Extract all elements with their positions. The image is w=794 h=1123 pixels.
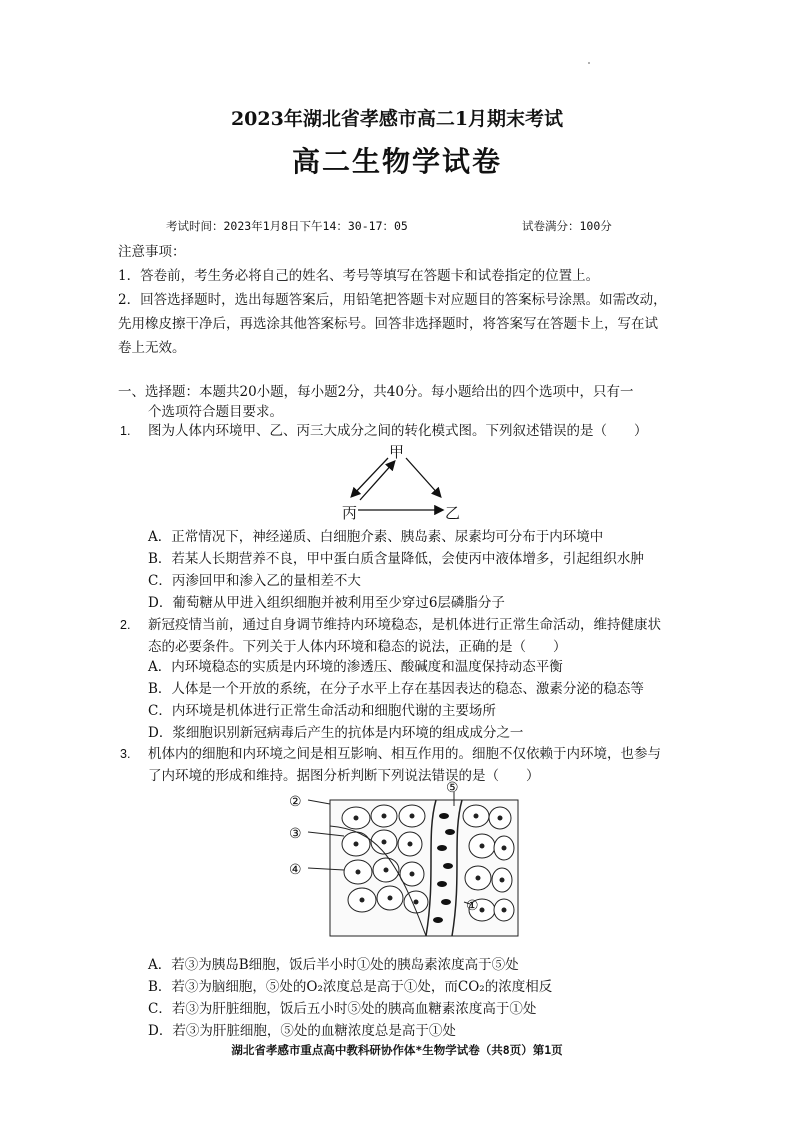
question-1-number: 1.: [120, 424, 131, 438]
notes-heading: 注意事项：: [118, 244, 186, 260]
question-3-option-a: A．若③为胰岛B细胞，饭后半小时①处的胰岛素浓度高于⑤处: [148, 957, 519, 973]
diagram-label-jia: 甲: [389, 443, 405, 461]
notes-item-1: 1．答卷前，考生务必将自己的姓名、考号等填写在答题卡和试卷指定的位置上。: [118, 268, 600, 284]
tissue-figure-svg: [286, 786, 522, 942]
question-3-option-d: D．若③为肝脏细胞，⑤处的血糖浓度总是高于①处: [148, 1023, 456, 1039]
question-2-option-c: C．内环境是机体进行正常生命活动和细胞代谢的主要场所: [148, 703, 496, 719]
notes-item-2-line-1: 2．回答选择题时，选出每题答案后，用铅笔把答题卡对应题目的答案标号涂黑。如需改动，: [118, 292, 667, 308]
question-3-number: 3.: [120, 747, 131, 761]
question-2-number: 2.: [120, 618, 131, 632]
section-1-instructions-line-1: 一、选择题：本题共20小题，每小题2分，共40分。每小题给出的四个选项中，只有一: [118, 384, 634, 400]
question-3-option-c: C．若③为肝脏细胞，饭后五小时⑤处的胰高血糖素浓度高于①处: [148, 1001, 537, 1017]
diagram-label-bing: 丙: [342, 504, 358, 522]
question-1-option-c: C．丙渗回甲和渗入乙的量相差不大: [148, 573, 361, 589]
question-2-option-a: A．内环境稳态的实质是内环境的渗透压、酸碱度和温度保持动态平衡: [148, 659, 563, 675]
full-score: 试卷满分：100分: [522, 219, 612, 233]
question-3-stem-line-2: 了内环境的形成和维持。据图分析判断下列说法错误的是（ ）: [148, 768, 540, 784]
figure-label-4: ④: [289, 862, 302, 878]
page-footer: 湖北省孝感市重点高中教科研协作体*生物学试卷（共8页）第1页: [231, 1043, 563, 1057]
figure-label-2: ②: [289, 794, 302, 810]
notes-item-2-line-3: 卷上无效。: [118, 340, 186, 356]
section-1-instructions-line-2: 个选项符合题目要求。: [148, 404, 283, 420]
arrow-jia-to-bing: [352, 458, 388, 496]
figure-label-3: ③: [289, 826, 302, 842]
figure-label-1: ①: [466, 898, 479, 914]
question-3-stem-line-1: 机体内的细胞和内环境之间是相互影响、相互作用的。细胞不仅依赖于内环境，也参与: [148, 746, 661, 762]
question-1-stem: 图为人体内环境甲、乙、丙三大成分之间的转化模式图。下列叙述错误的是（ ）: [148, 423, 648, 439]
arrow-jia-to-yi: [406, 458, 440, 496]
question-3-option-b: B．若③为脑细胞，⑤处的O₂浓度总是高于①处，而CO₂的浓度相反: [148, 979, 553, 995]
question-2-stem-line-1: 新冠疫情当前，通过自身调节维持内环境稳态，是机体进行正常生命活动，维持健康状: [148, 617, 661, 633]
notes-item-2-line-2: 先用橡皮擦干净后，再选涂其他答案标号。回答非选择题时，将答案写在答题卡上，写在试: [118, 316, 658, 332]
question-2-stem-line-2: 态的必要条件。下列关于人体内环境和稳态的说法，正确的是（ ）: [148, 639, 567, 655]
question-1-option-a: A．正常情况下，神经递质、白细胞介素、胰岛素、尿素均可分布于内环境中: [148, 529, 604, 545]
arrow-bing-to-jia: [360, 462, 394, 500]
question-2-option-d: D．浆细胞识别新冠病毒后产生的抗体是内环境的组成成分之一: [148, 725, 524, 741]
figure-label-5: ⑤: [446, 780, 459, 796]
scan-speck: [588, 62, 590, 64]
diagram-label-yi: 乙: [445, 504, 461, 522]
exam-title: 2023年湖北省孝感市高二1月期末考试: [230, 108, 564, 130]
exam-time: 考试时间：2023年1月8日下午14：30-17：05: [166, 219, 408, 233]
tissue-figure: [286, 786, 522, 942]
question-2-option-b: B．人体是一个开放的系统，在分子水平上存在基因表达的稳态、激素分泌的稳态等: [148, 681, 644, 697]
paper-subtitle: 高二生物学试卷: [291, 145, 502, 178]
question-1-option-b: B．若某人长期营养不良，甲中蛋白质含量降低，会使丙中液体增多，引起组织水肿: [148, 551, 644, 567]
question-1-option-d: D．葡萄糖从甲进入组织细胞并被利用至少穿过6层磷脂分子: [148, 595, 505, 611]
